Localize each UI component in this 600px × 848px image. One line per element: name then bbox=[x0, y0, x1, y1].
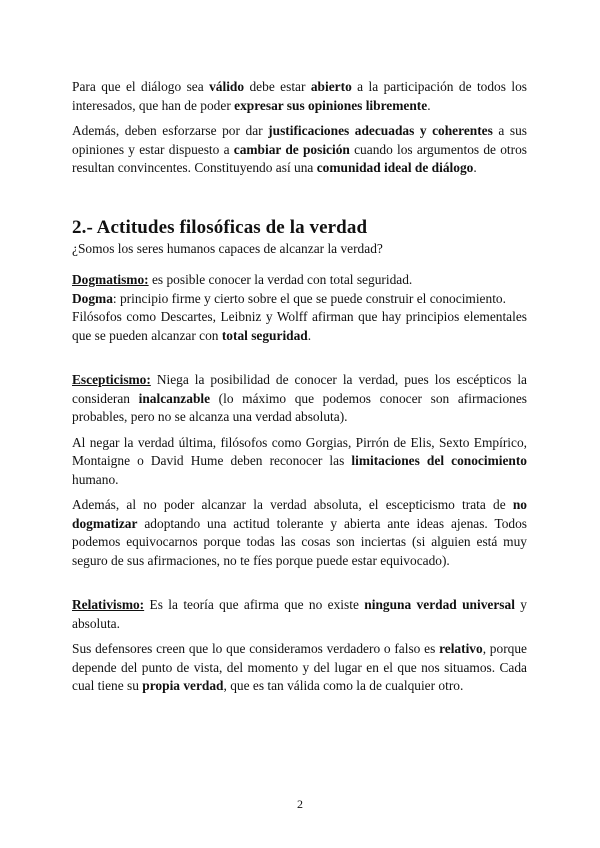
paragraph-no-dogmatizar: Además, al no poder alcanzar la verdad absoluta, el escepticismo trata de no dogmatizar adoptando una actitud tolerante y abierta ante ideas ajenas. Todos podemos equivocarnos porque todas las cosas son inciertas (si alguien está muy seguro de sus afirmaciones, no te fíes porque puede estar equivocado). bbox=[72, 497, 527, 568]
bold-dogma: Dogma bbox=[72, 290, 113, 306]
term-dogmatismo: Dogmatismo: bbox=[72, 272, 149, 287]
bold-expresar-opiniones: expresar sus opiniones libremente bbox=[234, 97, 428, 113]
document-page bbox=[72, 78, 527, 696]
bold-inalcanzable: inalcanzable bbox=[138, 390, 211, 406]
page-number: 2 bbox=[297, 797, 303, 811]
bold-limitaciones: limitaciones del conocimiento bbox=[351, 453, 527, 468]
bold-no-dogmatizar: no dogmatizar bbox=[72, 497, 527, 531]
paragraph-relativo: Sus defensores creen que lo que consideramos verdadero o falso es relativo, porque depende del punto de vista, del momento y del lugar en el que nos situamos. Cada cual tiene su propia verdad, que es tan válida como la de cualquier otro. bbox=[72, 641, 527, 693]
bold-comunidad-ideal: comunidad ideal de diálogo bbox=[316, 160, 474, 175]
bold-total-seguridad: total seguridad bbox=[221, 327, 308, 343]
paragraph-escepticismo: Escepticismo: Niega la posibilidad de conocer la verdad, pues los escépticos la consideran inalcanzable (lo máximo que podemos conocer son afirmaciones probables, pero no se alcanza una verdad absoluta). bbox=[72, 372, 527, 424]
paragraph-dogma: Dogma: principio firme y cierto sobre el que se puede construir el conocimiento. bbox=[72, 290, 506, 306]
paragraph-filosofos-dogmaticos: Filósofos como Descartes, Leibniz y Wolff afirman que hay principios elementales que se pueden alcanzar con total seguridad. bbox=[72, 309, 527, 343]
bold-valido: válido bbox=[209, 79, 245, 94]
bold-propia-verdad: propia verdad bbox=[142, 678, 224, 693]
term-escepticismo: Escepticismo: bbox=[72, 372, 151, 387]
paragraph-dialogo-valido: Para que el diálogo sea válido debe estar abierto a la participación de todos los interesados, que han de poder expresar sus opiniones libremente. bbox=[72, 79, 527, 113]
bold-justificaciones: justificaciones adecuadas y coherentes bbox=[268, 123, 493, 138]
bold-cambiar-posicion: cambiar de posición bbox=[233, 141, 350, 157]
bold-relativo: relativo bbox=[439, 641, 483, 656]
term-relativismo: Relativismo: bbox=[72, 597, 145, 612]
paragraph-relativismo: Relativismo: Es la teoría que afirma que no existe ninguna verdad universal y absoluta. bbox=[72, 597, 527, 631]
section-heading: 2.- Actitudes filosóficas de la verdad bbox=[72, 216, 368, 238]
paragraph-justificaciones: Además, deben esforzarse por dar justificaciones adecuadas y coherentes a sus opiniones y estar dispuesto a cambiar de posición cuando los argumentos de otros resultan convincentes. Constituyendo así una comunidad ideal de diálogo. bbox=[72, 123, 528, 175]
bold-abierto: abierto bbox=[310, 79, 352, 94]
paragraph-limitaciones: Al negar la verdad última, filósofos como Gorgias, Pirrón de Elis, Sexto Empírico, Montaigne o David Hume deben reconocer las limitaciones del conocimiento humano. bbox=[72, 434, 527, 487]
bold-ninguna-verdad: ninguna verdad universal bbox=[364, 597, 515, 612]
section-question: ¿Somos los seres humanos capaces de alcanzar la verdad? bbox=[72, 240, 383, 256]
paragraph-dogmatismo: Dogmatismo: es posible conocer la verdad con total seguridad. bbox=[72, 272, 413, 287]
